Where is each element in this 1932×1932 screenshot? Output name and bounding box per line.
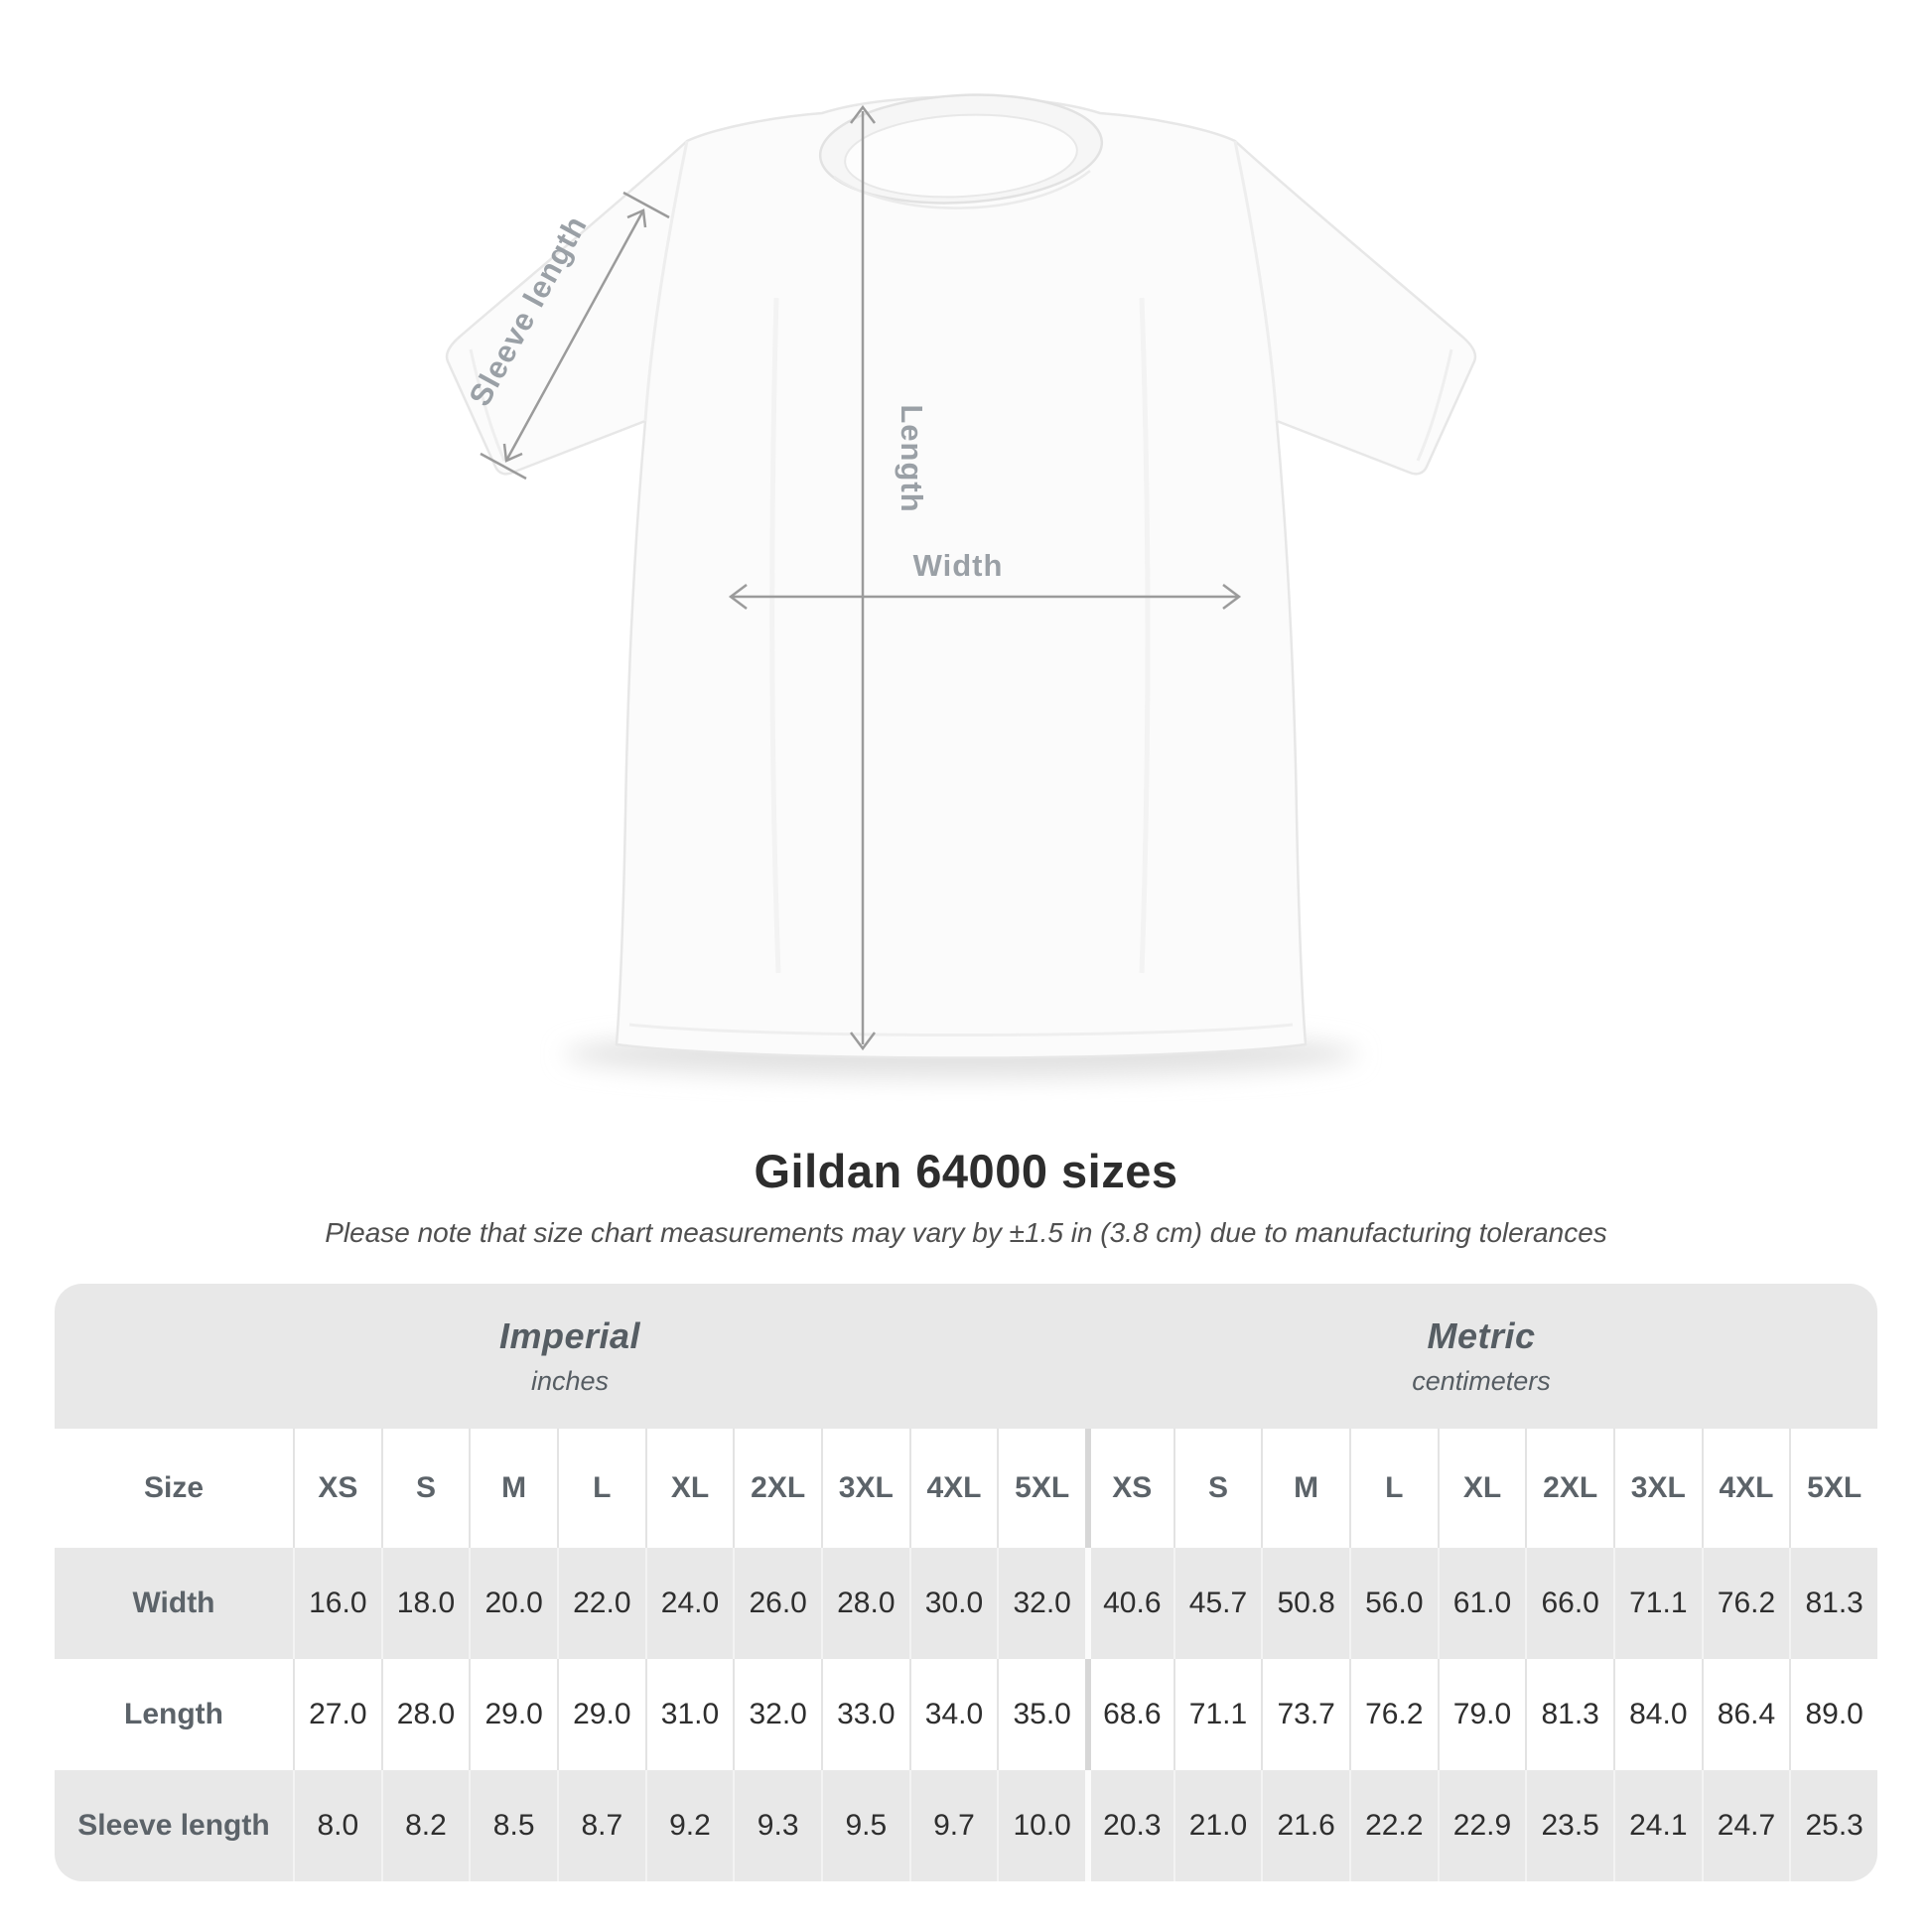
size-col-header: 2XL [733, 1429, 821, 1548]
size-col-header: L [1349, 1429, 1438, 1548]
table-cell: 31.0 [645, 1659, 734, 1770]
table-cell: 84.0 [1613, 1659, 1702, 1770]
table-cell: 71.1 [1613, 1548, 1702, 1659]
table-cell: 34.0 [909, 1659, 998, 1770]
table-cell: 10.0 [997, 1770, 1085, 1881]
table-cell: 61.0 [1438, 1548, 1526, 1659]
imperial-label: Imperial [498, 1315, 641, 1356]
table-cell: 32.0 [733, 1659, 821, 1770]
size-col-header: 2XL [1525, 1429, 1613, 1548]
table-cell: 9.2 [645, 1770, 734, 1881]
table-cell: 33.0 [821, 1659, 909, 1770]
metric-label: Metric [1427, 1315, 1536, 1356]
table-cell: 24.1 [1613, 1770, 1702, 1881]
table-cell: 21.6 [1261, 1770, 1349, 1881]
table-cell: 71.1 [1173, 1659, 1262, 1770]
table-cell: 18.0 [381, 1548, 470, 1659]
width-label: Width [912, 548, 1004, 583]
metric-unit: centimeters [1412, 1366, 1551, 1396]
page-title: Gildan 64000 sizes [754, 1145, 1178, 1197]
imperial-section-header [55, 1284, 1085, 1429]
size-col-header: 3XL [1613, 1429, 1702, 1548]
table-cell: 23.5 [1525, 1770, 1613, 1881]
table-cell: 89.0 [1789, 1659, 1877, 1770]
table-cell: 29.0 [557, 1659, 645, 1770]
table-cell: 40.6 [1085, 1548, 1173, 1659]
table-cell: 21.0 [1173, 1770, 1262, 1881]
table-cell: 8.5 [469, 1770, 557, 1881]
table-cell: 25.3 [1789, 1770, 1877, 1881]
row-label: Sleeve length [55, 1770, 293, 1881]
size-col-header: L [557, 1429, 645, 1548]
table-cell: 73.7 [1261, 1659, 1349, 1770]
table-cell: 8.7 [557, 1770, 645, 1881]
size-col-header: S [381, 1429, 470, 1548]
table-cell: 28.0 [381, 1659, 470, 1770]
sleeve-length-label: Sleeve length [462, 209, 595, 412]
size-col-header: XL [1438, 1429, 1526, 1548]
table-cell: 79.0 [1438, 1659, 1526, 1770]
table-cell: 8.2 [381, 1770, 470, 1881]
size-col-header: 4XL [1702, 1429, 1790, 1548]
row-label: Length [55, 1659, 293, 1770]
table-cell: 50.8 [1261, 1548, 1349, 1659]
size-table [55, 1284, 1877, 1881]
table-cell: 35.0 [997, 1659, 1085, 1770]
table-cell: 45.7 [1173, 1548, 1262, 1659]
table-cell: 22.9 [1438, 1770, 1526, 1881]
size-col-header: M [469, 1429, 557, 1548]
table-cell: 8.0 [293, 1770, 381, 1881]
size-col-header: 5XL [997, 1429, 1085, 1548]
size-col-header: 5XL [1789, 1429, 1877, 1548]
table-cell: 30.0 [909, 1548, 998, 1659]
size-col-header: M [1261, 1429, 1349, 1548]
table-cell: 26.0 [733, 1548, 821, 1659]
table-cell: 22.2 [1349, 1770, 1438, 1881]
table-cell: 76.2 [1349, 1659, 1438, 1770]
table-cell: 29.0 [469, 1659, 557, 1770]
size-col-header: XS [293, 1429, 381, 1548]
table-cell: 66.0 [1525, 1548, 1613, 1659]
table-cell: 76.2 [1702, 1548, 1790, 1659]
table-cell: 9.7 [909, 1770, 998, 1881]
table-cell: 81.3 [1525, 1659, 1613, 1770]
table-cell: 56.0 [1349, 1548, 1438, 1659]
table-cell: 27.0 [293, 1659, 381, 1770]
table-cell: 32.0 [997, 1548, 1085, 1659]
table-cell: 20.3 [1085, 1770, 1173, 1881]
length-label: Length [895, 404, 929, 513]
row-label: Width [55, 1548, 293, 1659]
table-cell: 81.3 [1789, 1548, 1877, 1659]
table-cell: 16.0 [293, 1548, 381, 1659]
table-cell: 86.4 [1702, 1659, 1790, 1770]
table-cell: 24.0 [645, 1548, 734, 1659]
size-col-header: S [1173, 1429, 1262, 1548]
table-cell: 68.6 [1085, 1659, 1173, 1770]
table-cell: 9.5 [821, 1770, 909, 1881]
size-col-header: 4XL [909, 1429, 998, 1548]
table-cell: 20.0 [469, 1548, 557, 1659]
table-cell: 28.0 [821, 1548, 909, 1659]
imperial-unit: inches [530, 1366, 610, 1396]
table-cell: 9.3 [733, 1770, 821, 1881]
size-header: Size [55, 1429, 293, 1548]
table-cell: 22.0 [557, 1548, 645, 1659]
size-col-header: 3XL [821, 1429, 909, 1548]
page-subtitle: Please note that size chart measurements may vary by ±1.5 in (3.8 cm) due to manufacturing tolerances [325, 1217, 1607, 1248]
size-col-header: XL [645, 1429, 734, 1548]
size-col-header: XS [1085, 1429, 1173, 1548]
table-cell: 24.7 [1702, 1770, 1790, 1881]
metric-section-header [1085, 1284, 1877, 1429]
